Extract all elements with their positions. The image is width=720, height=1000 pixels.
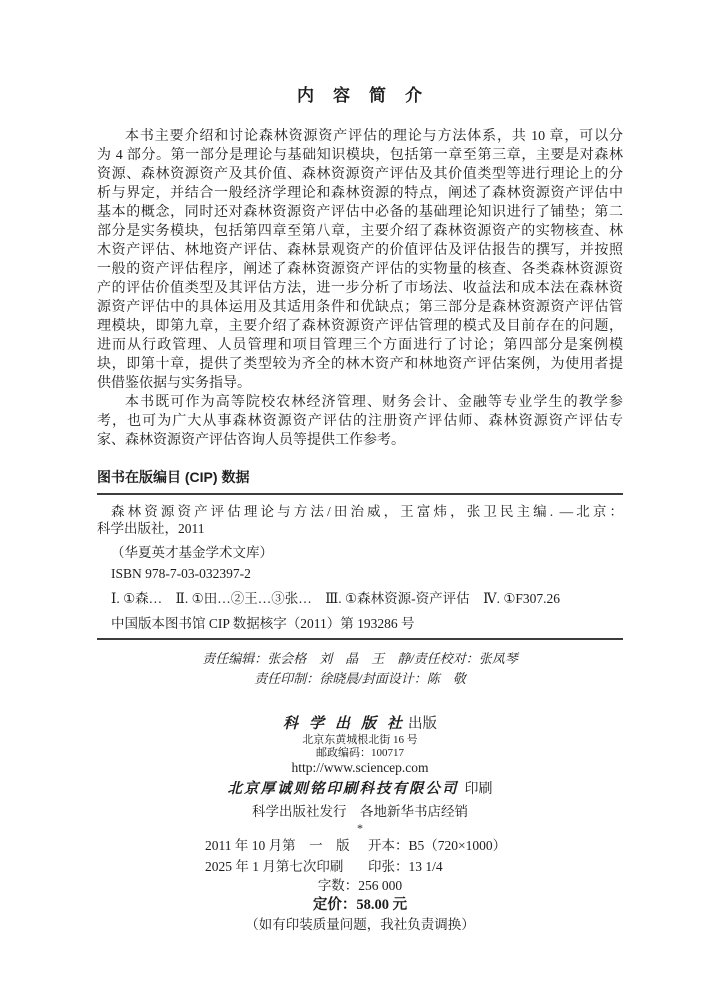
body-line: 产的评估价值类型及其评估方法，进一步分析了市场法、收益法和成本法在森林资 bbox=[97, 281, 623, 296]
body-line: 源资产评估中的具体运用及其适用条件和优缺点；第三部分是森林资源资产评估管 bbox=[97, 300, 623, 315]
body-line: 进而从行政管理、人员管理和项目管理三个方面进行了讨论；第四部分是案例模 bbox=[97, 338, 623, 353]
body-line: 本书既可作为高等院校农林经济管理、财务会计、金融等专业学生的教学参 bbox=[125, 395, 623, 410]
publisher-logo-suffix: 出版 bbox=[408, 716, 437, 732]
body-line: 块，即第十章，提供了类型较为齐全的林木资产和林地资产评估案例，为使用者提 bbox=[97, 357, 623, 372]
body-line: 部分是实务模块，包括第四章至第八章，主要介绍了森林资源资产的实物核查、林 bbox=[97, 224, 623, 239]
publisher-website: http://www.sciencep.com bbox=[291, 760, 429, 775]
cip-rule-bottom bbox=[97, 638, 623, 640]
cip-classification: Ⅰ. ①森… Ⅱ. ①田…②王…③张… Ⅲ. ①森林资源-资产评估 Ⅳ. ①F307.26 bbox=[111, 591, 561, 606]
cip-record-number: 中国版本图书馆 CIP 数据核字（2011）第 193286 号 bbox=[111, 616, 415, 631]
divider-star: * bbox=[357, 821, 363, 835]
word-count: 字数：256 000 bbox=[317, 878, 403, 893]
editors-line: 责任编辑：张会格 刘 晶 王 静/责任校对：张凤琴 bbox=[202, 651, 518, 666]
edition-info bbox=[205, 835, 515, 877]
publisher-postcode: 邮政编码：100717 bbox=[316, 747, 404, 759]
publisher-logo-line bbox=[97, 714, 623, 734]
sheet-count: 印张：13 1/4 bbox=[368, 859, 443, 874]
body-paragraphs bbox=[97, 127, 623, 450]
body-line: 为 4 部分。第一部分是理论与基础知识模块，包括第一章至第三章，主要是对森林 bbox=[97, 148, 623, 163]
cip-box bbox=[97, 503, 623, 632]
printing-staff-line: 责任印制：徐晓晨/封面设计：陈 敬 bbox=[254, 671, 466, 686]
body-line: 析与界定，并结合一般经济学理论和森林资源的特点，阐述了森林资源资产评估中 bbox=[97, 186, 623, 201]
printer-line bbox=[97, 779, 623, 800]
edition-row bbox=[205, 856, 515, 877]
body-line: 理模块，即第九章，主要介绍了森林资源资产评估管理的模式及目前存在的问题， bbox=[97, 319, 623, 334]
body-line: 供借鉴依据与实务指导。 bbox=[97, 376, 251, 391]
cip-title-line: 森林资源资产评估理论与方法/田治威，王富炜，张卫民主编. —北京： bbox=[111, 504, 623, 519]
publisher-logo: 科学出版社 bbox=[282, 716, 413, 732]
staff-credits bbox=[97, 649, 623, 689]
price: 定价：58.00 元 bbox=[312, 897, 408, 913]
body-line: 考，也可为广大从事森林资源资产评估的注册资产评估师、森林资源资产评估专 bbox=[97, 414, 623, 429]
edition-date: 2011 年 10 月第 一 版 bbox=[205, 838, 350, 853]
distribution-line: 科学出版社发行 各地新华书店经销 bbox=[252, 804, 468, 819]
body-line: 木资产评估、林地资产评估、森林景观资产的价值评估及评估报告的撰写，并按照 bbox=[97, 243, 623, 258]
format-spec: 开本：B5（720×1000） bbox=[368, 838, 507, 853]
body-line: 基本的概念，同时还对森林资源资产评估中必备的基础理论知识进行了铺垫；第二 bbox=[97, 205, 623, 220]
body-line: 本书主要介绍和讨论森林资源资产评估的理论与方法体系，共 10 章，可以分 bbox=[125, 129, 623, 144]
cip-heading: 图书在版编目 (CIP) 数据 bbox=[97, 469, 250, 485]
cip-rule-top bbox=[97, 493, 623, 495]
publisher-address: 北京东黄城根北街 16 号 bbox=[302, 734, 418, 746]
quality-note: （如有印装质量问题，我社负责调换） bbox=[245, 917, 475, 932]
cip-isbn: ISBN 978-7-03-032397-2 bbox=[111, 566, 251, 581]
body-line: 资源、森林资源资产及其价值、森林资源资产评估及其价值类型等进行理论上的分 bbox=[97, 167, 623, 182]
printing-date: 2025 年 1 月第七次印刷 bbox=[205, 859, 344, 874]
page-content bbox=[97, 0, 623, 935]
cip-publisher-line: 科学出版社，2011 bbox=[97, 521, 205, 536]
body-line: 一般的资产评估程序，阐述了森林资源资产评估的实物量的核查、各类森林资源资 bbox=[97, 262, 623, 277]
publisher-imprint bbox=[97, 714, 623, 833]
body-line: 家、森林资源资产评估咨询人员等提供工作参考。 bbox=[97, 433, 405, 448]
printer-suffix: 印刷 bbox=[464, 782, 493, 797]
printer-name: 北京厚诚则铭印刷科技有限公司 bbox=[227, 781, 459, 797]
abstract-title: 内 容 简 介 bbox=[297, 86, 423, 105]
edition-row bbox=[205, 835, 515, 856]
cip-series-line: （华夏英才基金学术文库） bbox=[111, 545, 273, 560]
